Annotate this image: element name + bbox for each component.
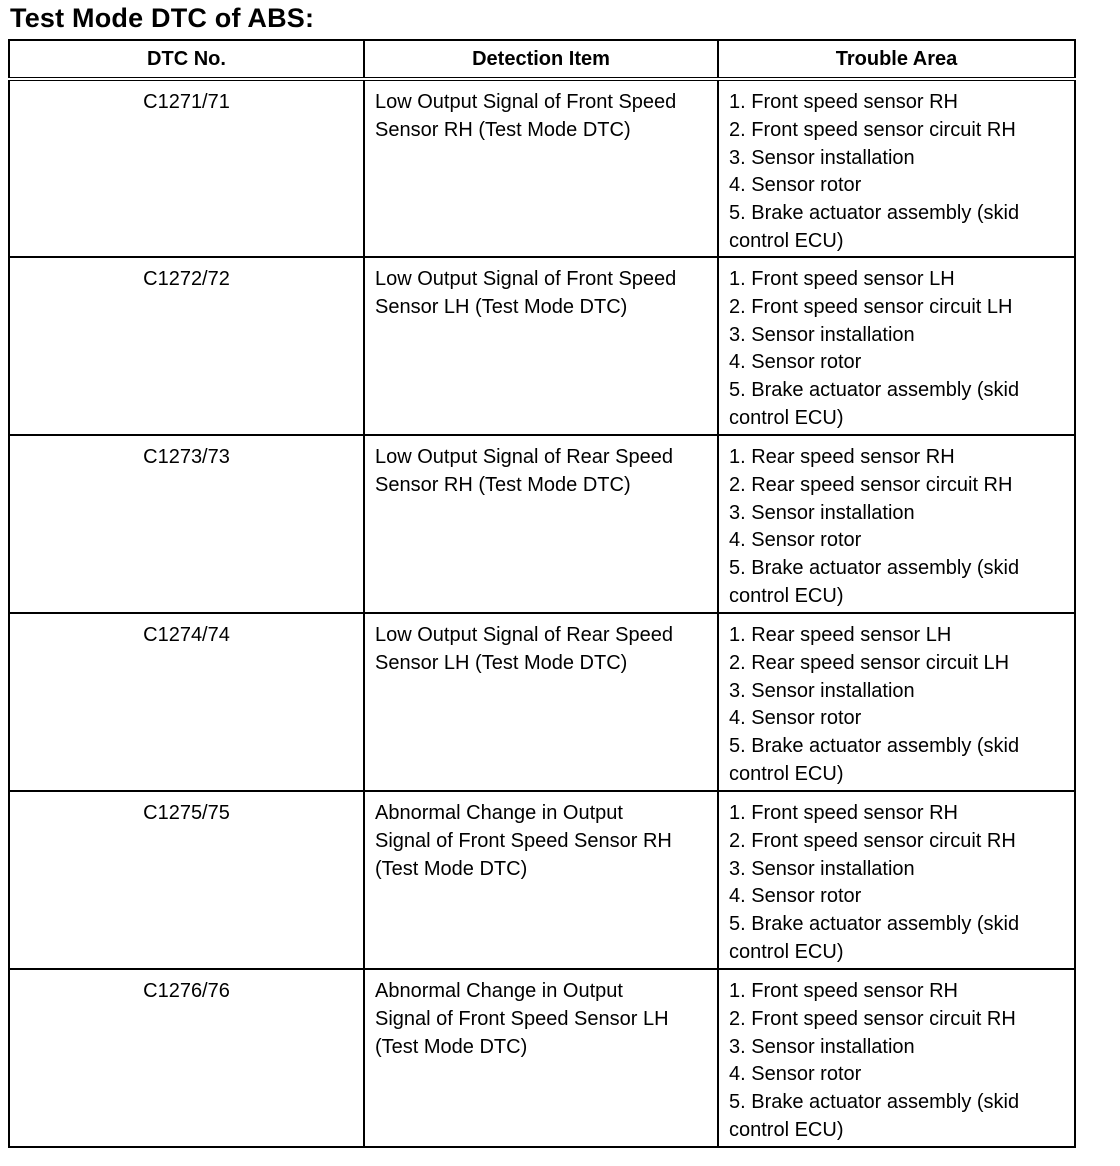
trouble-area-line: 4. Sensor rotor xyxy=(729,174,862,197)
detection-item-line: Sensor RH (Test Mode DTC) xyxy=(375,473,631,496)
trouble-area-line: 3. Sensor installation xyxy=(729,323,915,346)
trouble-area-line: 1. Front speed sensor RH xyxy=(729,802,958,824)
trouble-area-line: 3. Sensor installation xyxy=(729,1035,915,1058)
trouble-area-line: 5. Brake actuator assembly (skid xyxy=(729,557,1020,580)
trouble-area-line: 5. Brake actuator assembly (skid xyxy=(729,735,1020,758)
trouble-area-line: 2. Rear speed sensor circuit RH xyxy=(729,473,1013,496)
table-header-row xyxy=(9,40,1075,79)
trouble-area-line: 3. Sensor installation xyxy=(729,501,915,524)
detection-item-line: (Test Mode DTC) xyxy=(375,857,528,880)
dtc-code: C1271/71 xyxy=(9,79,364,257)
trouble-area-line: 3. Sensor installation xyxy=(729,146,915,169)
trouble-area-line: control ECU) xyxy=(729,584,844,607)
detection-item-line: Signal of Front Speed Sensor LH xyxy=(375,1007,669,1030)
trouble-area-line: 1. Rear speed sensor RH xyxy=(729,446,955,468)
table-row xyxy=(9,79,1075,257)
trouble-area-line: 4. Sensor rotor xyxy=(729,1063,862,1086)
table-row xyxy=(9,969,1075,1147)
trouble-area-line: 1. Front speed sensor LH xyxy=(729,268,955,290)
trouble-area-line: 4. Sensor rotor xyxy=(729,351,862,374)
trouble-area-line: control ECU) xyxy=(729,229,844,252)
trouble-area-line: 4. Sensor rotor xyxy=(729,885,862,908)
detection-item-line: Sensor LH (Test Mode DTC) xyxy=(375,651,628,674)
trouble-area-line: 4. Sensor rotor xyxy=(729,707,862,730)
dtc-code: C1276/76 xyxy=(9,969,364,1147)
detection-item-line: Low Output Signal of Rear Speed xyxy=(375,446,673,468)
trouble-area xyxy=(718,613,1075,791)
header-detection-item: Detection Item xyxy=(364,40,718,79)
detection-item xyxy=(364,257,718,435)
dtc-table xyxy=(8,39,1076,1148)
trouble-area-line: 1. Front speed sensor RH xyxy=(729,980,958,1002)
dtc-code: C1275/75 xyxy=(9,791,364,969)
trouble-area xyxy=(718,257,1075,435)
detection-item xyxy=(364,969,718,1147)
detection-item-line: Low Output Signal of Rear Speed xyxy=(375,624,673,646)
header-dtc-no: DTC No. xyxy=(9,40,364,79)
trouble-area xyxy=(718,435,1075,613)
dtc-code: C1274/74 xyxy=(9,613,364,791)
table-row xyxy=(9,613,1075,791)
trouble-area xyxy=(718,791,1075,969)
trouble-area-line: 2. Front speed sensor circuit LH xyxy=(729,295,1013,318)
dtc-code: C1272/72 xyxy=(9,257,364,435)
trouble-area-line: 2. Front speed sensor circuit RH xyxy=(729,829,1016,852)
trouble-area-line: 4. Sensor rotor xyxy=(729,529,862,552)
trouble-area-line: 2. Front speed sensor circuit RH xyxy=(729,118,1016,141)
detection-item-line: Sensor RH (Test Mode DTC) xyxy=(375,118,631,141)
detection-item-line: (Test Mode DTC) xyxy=(375,1035,528,1058)
detection-item xyxy=(364,613,718,791)
page-title: Test Mode DTC of ABS: xyxy=(10,3,315,33)
detection-item-line: Abnormal Change in Output xyxy=(375,802,623,824)
trouble-area-line: 5. Brake actuator assembly (skid xyxy=(729,1091,1020,1114)
table-row xyxy=(9,435,1075,613)
trouble-area xyxy=(718,79,1075,257)
table-row xyxy=(9,257,1075,435)
trouble-area-line: control ECU) xyxy=(729,940,844,963)
trouble-area-line: control ECU) xyxy=(729,406,844,429)
trouble-area-line: 5. Brake actuator assembly (skid xyxy=(729,913,1020,936)
dtc-code: C1273/73 xyxy=(9,435,364,613)
detection-item-line: Abnormal Change in Output xyxy=(375,980,623,1002)
detection-item-line: Low Output Signal of Front Speed xyxy=(375,91,677,113)
trouble-area-line: control ECU) xyxy=(729,1118,844,1141)
trouble-area-line: 5. Brake actuator assembly (skid xyxy=(729,379,1020,402)
trouble-area-line: 2. Front speed sensor circuit RH xyxy=(729,1007,1016,1030)
table-row xyxy=(9,791,1075,969)
trouble-area-line: 1. Rear speed sensor LH xyxy=(729,624,952,646)
detection-item-line: Low Output Signal of Front Speed xyxy=(375,268,677,290)
header-trouble-area: Trouble Area xyxy=(718,40,1075,79)
detection-item-line: Sensor LH (Test Mode DTC) xyxy=(375,295,628,318)
trouble-area-line: 3. Sensor installation xyxy=(729,679,915,702)
detection-item xyxy=(364,791,718,969)
trouble-area-line: 3. Sensor installation xyxy=(729,857,915,880)
trouble-area-line: 5. Brake actuator assembly (skid xyxy=(729,202,1020,225)
detection-item-line: Signal of Front Speed Sensor RH xyxy=(375,829,672,852)
trouble-area-line: control ECU) xyxy=(729,762,844,785)
trouble-area-line: 1. Front speed sensor RH xyxy=(729,91,958,113)
detection-item xyxy=(364,435,718,613)
trouble-area xyxy=(718,969,1075,1147)
detection-item xyxy=(364,79,718,257)
trouble-area-line: 2. Rear speed sensor circuit LH xyxy=(729,651,1010,674)
